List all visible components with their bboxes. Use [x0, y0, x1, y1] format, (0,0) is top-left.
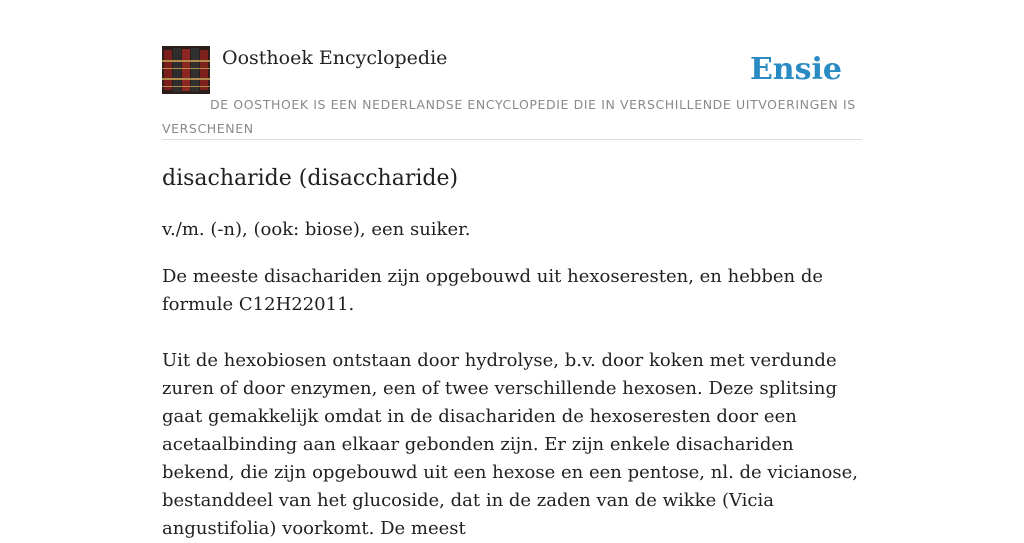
source-avatar[interactable] [162, 46, 210, 94]
article-definition: v./m. (-n), (ook: biose), een suiker. [162, 219, 471, 240]
article-paragraph: De meeste disachariden zijn opgebouwd uit hexoseresten, en hebben de formule C12H22011. [162, 266, 824, 315]
source-name[interactable]: Oosthoek Encyclopedie [222, 47, 448, 69]
source-header [162, 46, 862, 140]
brand-logo[interactable]: Ensie [749, 52, 842, 87]
article [162, 162, 864, 543]
article-paragraph: Uit de hexobiosen ontstaan door hydrolyse, b.v. door koken met verdunde zuren of door enzymen, een of twee verschillende hexosen. Deze splitsing gaat gemakkelijk omdat in de disachariden de hexoseresten door een acetaalbinding aan elkaar gebonden zijn. Er zijn enkele disachariden bekend, die zijn opgebouwd uit een hexose en een pentose, nl. de vicianose, bestanddeel van het glucoside, dat in de zaden van de wikke (Vicia angustifolia) voorkomt. De meest [162, 350, 858, 539]
book-spines-icon [162, 46, 210, 94]
source-description: DE OOSTHOEK IS EEN NEDERLANDSE ENCYCLOPEDIE DIE IN VERSCHILLENDE UITVOERINGEN IS VERSCHENEN [162, 97, 856, 136]
article-title: disacharide (disaccharide) [162, 166, 459, 191]
